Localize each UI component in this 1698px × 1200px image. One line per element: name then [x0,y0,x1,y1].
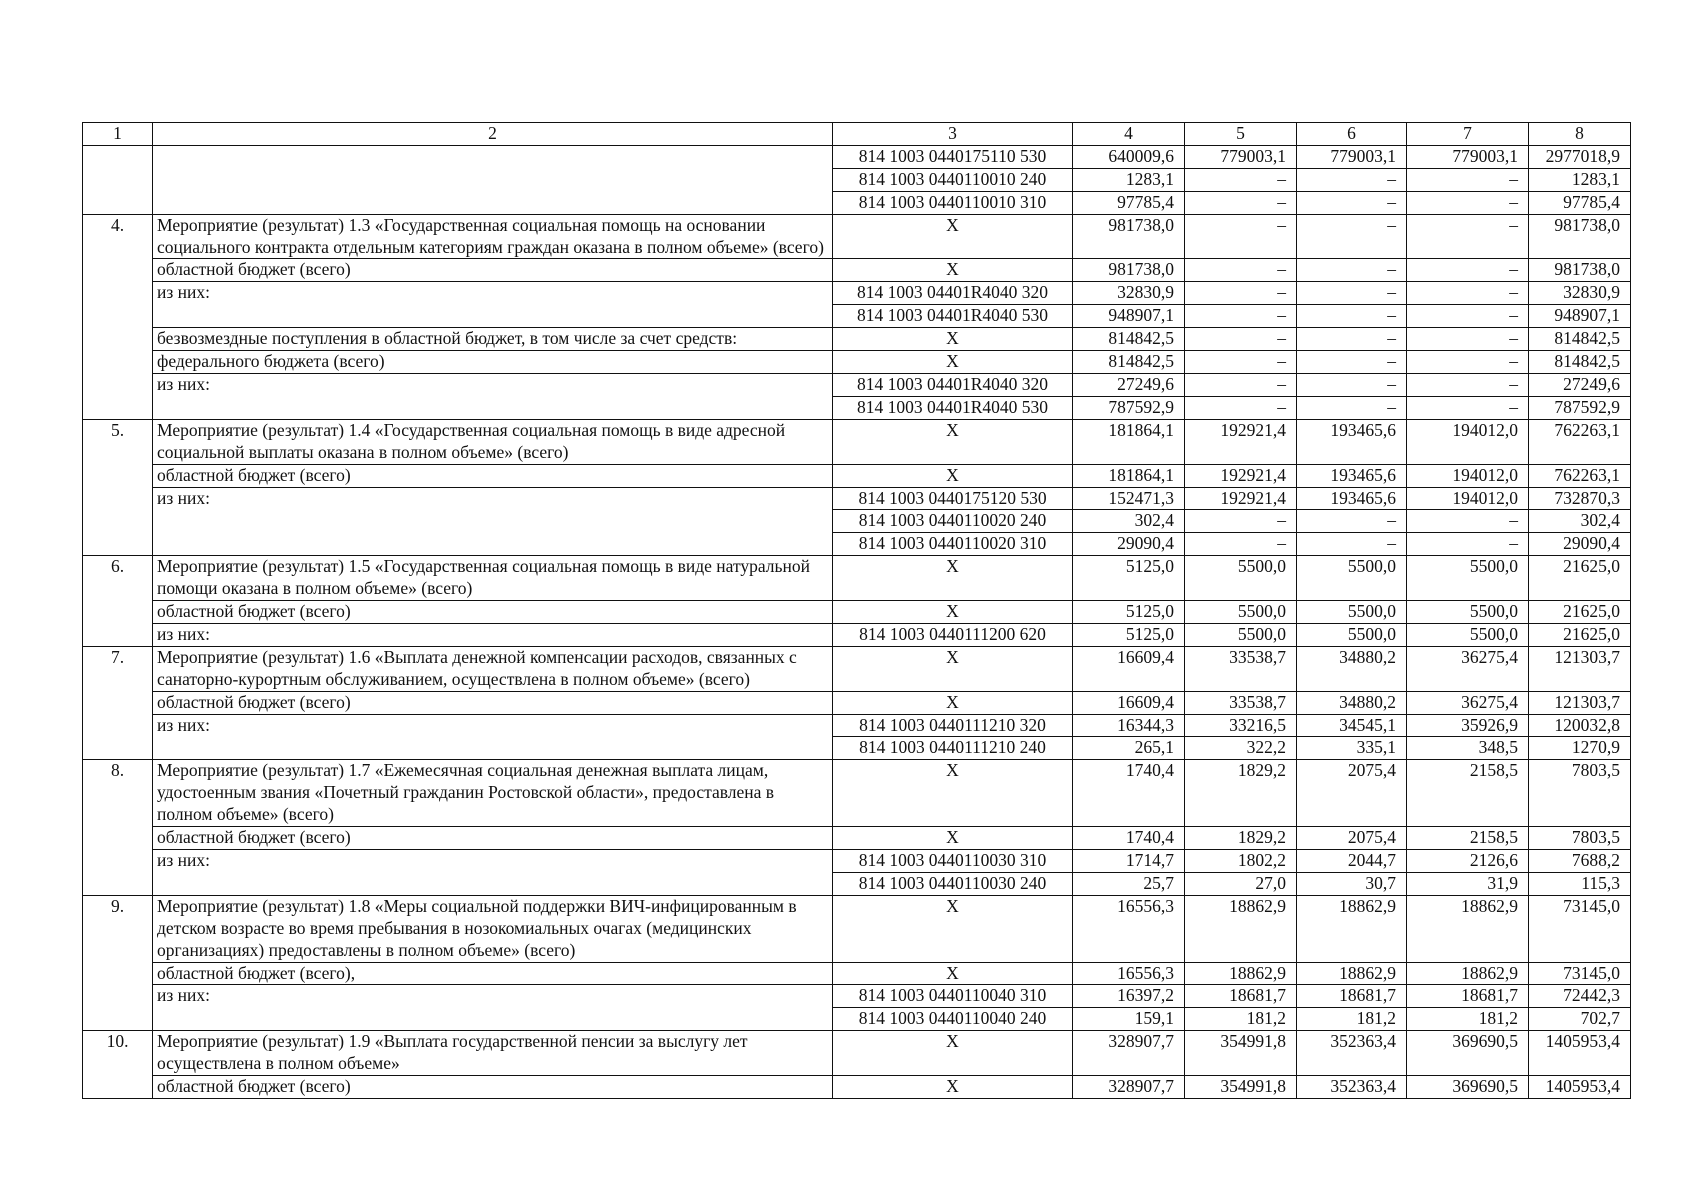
value-cell: 814842,5 [1529,328,1631,351]
row-number: 9. [83,895,153,1030]
value-cell: 18862,9 [1297,962,1407,985]
table-row [83,601,1631,624]
budget-code: 814 1003 0440110040 310 [833,985,1073,1008]
table-row [83,623,1631,646]
table-row [83,556,1631,601]
budget-code: 814 1003 0440175120 530 [833,487,1073,510]
value-cell: 814842,5 [1073,351,1185,374]
table-row [83,827,1631,850]
row-number [83,145,153,214]
value-cell: 181,2 [1185,1008,1297,1031]
value-cell: – [1407,328,1529,351]
value-cell: 29090,4 [1073,533,1185,556]
value-cell: 1740,4 [1073,827,1185,850]
value-cell: – [1297,305,1407,328]
table-row [83,646,1631,691]
value-cell: 762263,1 [1529,464,1631,487]
value-cell: 981738,0 [1529,214,1631,259]
value-cell: 25,7 [1073,872,1185,895]
value-cell: – [1185,305,1297,328]
value-cell: 2977018,9 [1529,145,1631,168]
value-cell: 27249,6 [1073,373,1185,396]
row-description: из них: [153,985,833,1031]
value-cell: 2075,4 [1297,827,1407,850]
value-cell: 814842,5 [1073,328,1185,351]
row-number: 8. [83,760,153,895]
row-description [153,145,833,214]
value-cell: 30,7 [1297,872,1407,895]
value-cell: – [1185,191,1297,214]
row-description: Мероприятие (результат) 1.5 «Государственная социальная помощь в виде натуральной помощи оказана в полном объеме» (всего) [153,556,833,601]
value-cell: – [1407,305,1529,328]
value-cell: – [1297,168,1407,191]
value-cell: 18862,9 [1185,962,1297,985]
value-cell: 348,5 [1407,737,1529,760]
value-cell: 981738,0 [1073,259,1185,282]
value-cell: 193465,6 [1297,464,1407,487]
row-description: областной бюджет (всего) [153,601,833,624]
value-cell: 352363,4 [1297,1076,1407,1099]
value-cell: 354991,8 [1185,1076,1297,1099]
value-cell: 121303,7 [1529,691,1631,714]
table-row [83,145,1631,168]
row-description: областной бюджет (всего) [153,464,833,487]
value-cell: 322,2 [1185,737,1297,760]
table-row [83,282,1631,305]
value-cell: – [1407,373,1529,396]
row-description: из них: [153,850,833,896]
value-cell: – [1297,282,1407,305]
table-row [83,1031,1631,1076]
value-cell: 31,9 [1407,872,1529,895]
value-cell: 2126,6 [1407,850,1529,873]
budget-code: 814 1003 0440110020 310 [833,533,1073,556]
budget-code: 814 1003 0440111210 240 [833,737,1073,760]
table-row [83,760,1631,827]
value-cell: 194012,0 [1407,464,1529,487]
value-cell: – [1297,191,1407,214]
header-cell: 3 [833,123,1073,146]
budget-code: X [833,760,1073,827]
value-cell: 97785,4 [1529,191,1631,214]
value-cell: 34880,2 [1297,646,1407,691]
value-cell: – [1297,259,1407,282]
header-cell: 1 [83,123,153,146]
budget-code: X [833,601,1073,624]
row-description: Мероприятие (результат) 1.4 «Государственная социальная помощь в виде адресной социальной выплаты оказана в полном объеме» (всего) [153,419,833,464]
row-description: из них: [153,487,833,556]
value-cell: – [1297,396,1407,419]
value-cell: 1283,1 [1073,168,1185,191]
value-cell: 34880,2 [1297,691,1407,714]
header-cell: 2 [153,123,833,146]
value-cell: – [1185,259,1297,282]
budget-code: X [833,1076,1073,1099]
value-cell: – [1407,396,1529,419]
value-cell: – [1185,328,1297,351]
value-cell: 27249,6 [1529,373,1631,396]
value-cell: 5500,0 [1297,623,1407,646]
value-cell: 1802,2 [1185,850,1297,873]
value-cell: 5500,0 [1297,556,1407,601]
budget-code: 814 1003 04401R4040 320 [833,282,1073,305]
row-number: 4. [83,214,153,419]
value-cell: 29090,4 [1529,533,1631,556]
value-cell: 779003,1 [1185,145,1297,168]
value-cell: – [1407,214,1529,259]
value-cell: 2075,4 [1297,760,1407,827]
value-cell: – [1407,351,1529,374]
table-row [83,214,1631,259]
table-row [83,419,1631,464]
value-cell: 16556,3 [1073,895,1185,962]
value-cell: 33538,7 [1185,646,1297,691]
value-cell: 981738,0 [1073,214,1185,259]
value-cell: 787592,9 [1073,396,1185,419]
value-cell: 194012,0 [1407,487,1529,510]
value-cell: 5125,0 [1073,556,1185,601]
row-number: 6. [83,556,153,647]
value-cell: 787592,9 [1529,396,1631,419]
value-cell: 702,7 [1529,1008,1631,1031]
value-cell: 18681,7 [1297,985,1407,1008]
value-cell: 640009,6 [1073,145,1185,168]
value-cell: 2158,5 [1407,827,1529,850]
value-cell: – [1185,510,1297,533]
row-description: из них: [153,714,833,760]
budget-code: 814 1003 0440175110 530 [833,145,1073,168]
value-cell: 18862,9 [1297,895,1407,962]
row-description: Мероприятие (результат) 1.3 «Государственная социальная помощь на основании социального контракта отдельным категориям граждан оказана в полном объеме» (всего) [153,214,833,259]
value-cell: 328907,7 [1073,1031,1185,1076]
budget-code: 814 1003 0440110030 240 [833,872,1073,895]
value-cell: 302,4 [1529,510,1631,533]
budget-code: X [833,214,1073,259]
value-cell: 36275,4 [1407,646,1529,691]
budget-code: X [833,1031,1073,1076]
value-cell: – [1407,282,1529,305]
budget-code: 814 1003 04401R4040 530 [833,305,1073,328]
value-cell: 5500,0 [1185,556,1297,601]
value-cell: 181864,1 [1073,464,1185,487]
budget-code: X [833,895,1073,962]
header-cell: 6 [1297,123,1407,146]
row-description: федерального бюджета (всего) [153,351,833,374]
value-cell: 34545,1 [1297,714,1407,737]
value-cell: 193465,6 [1297,419,1407,464]
value-cell: – [1407,168,1529,191]
budget-code: 814 1003 0440110030 310 [833,850,1073,873]
value-cell: 21625,0 [1529,556,1631,601]
table-row [83,985,1631,1008]
budget-code: X [833,646,1073,691]
value-cell: 1740,4 [1073,760,1185,827]
value-cell: 5125,0 [1073,623,1185,646]
value-cell: – [1297,533,1407,556]
table-row [83,259,1631,282]
value-cell: 35926,9 [1407,714,1529,737]
row-description: областной бюджет (всего) [153,1076,833,1099]
value-cell: 16609,4 [1073,691,1185,714]
value-cell: 5500,0 [1297,601,1407,624]
row-number: 5. [83,419,153,555]
budget-code: 814 1003 0440110010 240 [833,168,1073,191]
value-cell: 2158,5 [1407,760,1529,827]
budget-code: X [833,328,1073,351]
value-cell: 73145,0 [1529,962,1631,985]
value-cell: 192921,4 [1185,487,1297,510]
value-cell: – [1407,191,1529,214]
table-row [83,351,1631,374]
value-cell: 192921,4 [1185,464,1297,487]
value-cell: 16609,4 [1073,646,1185,691]
value-cell: 1829,2 [1185,827,1297,850]
value-cell: 194012,0 [1407,419,1529,464]
value-cell: – [1297,510,1407,533]
value-cell: 1283,1 [1529,168,1631,191]
value-cell: 18862,9 [1407,962,1529,985]
value-cell: 16397,2 [1073,985,1185,1008]
value-cell: 1405953,4 [1529,1076,1631,1099]
value-cell: 5500,0 [1407,556,1529,601]
value-cell: 73145,0 [1529,895,1631,962]
value-cell: 5500,0 [1407,601,1529,624]
value-cell: – [1185,373,1297,396]
header-row [83,123,1631,146]
value-cell: 181864,1 [1073,419,1185,464]
header-cell: 5 [1185,123,1297,146]
value-cell: 814842,5 [1529,351,1631,374]
value-cell: 1405953,4 [1529,1031,1631,1076]
budget-code: 814 1003 0440110020 240 [833,510,1073,533]
value-cell: 21625,0 [1529,623,1631,646]
budget-code: X [833,556,1073,601]
row-description: областной бюджет (всего) [153,691,833,714]
table-row [83,691,1631,714]
value-cell: – [1407,259,1529,282]
budget-code: X [833,827,1073,850]
budget-code: 814 1003 0440111210 320 [833,714,1073,737]
row-description: Мероприятие (результат) 1.8 «Меры социальной поддержки ВИЧ-инфицированным в детском возрасте во время пребывания в нозокомиальных очагах (медицинских организациях) предоставлены в полном объеме» (всего) [153,895,833,962]
budget-code: 814 1003 0440110010 310 [833,191,1073,214]
row-description: из них: [153,623,833,646]
value-cell: – [1407,533,1529,556]
value-cell: 18862,9 [1185,895,1297,962]
value-cell: 328907,7 [1073,1076,1185,1099]
value-cell: 732870,3 [1529,487,1631,510]
row-description: Мероприятие (результат) 1.6 «Выплата денежной компенсации расходов, связанных с санаторно-курортным обслуживанием, осуществлена в полном объеме» (всего) [153,646,833,691]
value-cell: – [1185,396,1297,419]
value-cell: 5500,0 [1185,601,1297,624]
value-cell: 7803,5 [1529,827,1631,850]
value-cell: 121303,7 [1529,646,1631,691]
table-row [83,714,1631,737]
value-cell: – [1185,282,1297,305]
row-description: областной бюджет (всего), [153,962,833,985]
value-cell: 302,4 [1073,510,1185,533]
value-cell: 181,2 [1297,1008,1407,1031]
value-cell: 352363,4 [1297,1031,1407,1076]
value-cell: 159,1 [1073,1008,1185,1031]
value-cell: 7688,2 [1529,850,1631,873]
value-cell: – [1407,510,1529,533]
value-cell: 779003,1 [1297,145,1407,168]
table-row [83,850,1631,873]
row-description: безвозмездные поступления в областной бюджет, в том числе за счет средств: [153,328,833,351]
value-cell: 369690,5 [1407,1031,1529,1076]
value-cell: – [1297,373,1407,396]
budget-code: 814 1003 0440111200 620 [833,623,1073,646]
budget-code: X [833,962,1073,985]
value-cell: 354991,8 [1185,1031,1297,1076]
table-body [83,123,1631,1099]
value-cell: 18681,7 [1185,985,1297,1008]
value-cell: 981738,0 [1529,259,1631,282]
value-cell: 1829,2 [1185,760,1297,827]
row-description: Мероприятие (результат) 1.9 «Выплата государственной пенсии за выслугу лет осуществлена в полном объеме» [153,1031,833,1076]
value-cell: 1714,7 [1073,850,1185,873]
value-cell: 1270,9 [1529,737,1631,760]
value-cell: 16556,3 [1073,962,1185,985]
value-cell: 18862,9 [1407,895,1529,962]
document-page [82,122,1630,1099]
table-row [83,328,1631,351]
value-cell: 32830,9 [1529,282,1631,305]
value-cell: 948907,1 [1073,305,1185,328]
value-cell: 33216,5 [1185,714,1297,737]
value-cell: – [1297,214,1407,259]
budget-code: X [833,691,1073,714]
value-cell: 779003,1 [1407,145,1529,168]
header-cell: 8 [1529,123,1631,146]
row-description: Мероприятие (результат) 1.7 «Ежемесячная социальная денежная выплата лицам, удостоенным звания «Почетный гражданин Ростовской области», предоставлена в полном объеме» (всего) [153,760,833,827]
value-cell: 181,2 [1407,1008,1529,1031]
value-cell: 762263,1 [1529,419,1631,464]
value-cell: 32830,9 [1073,282,1185,305]
budget-code: 814 1003 0440110040 240 [833,1008,1073,1031]
value-cell: 192921,4 [1185,419,1297,464]
header-cell: 4 [1073,123,1185,146]
value-cell: 7803,5 [1529,760,1631,827]
budget-code: X [833,464,1073,487]
value-cell: 5500,0 [1407,623,1529,646]
value-cell: 5125,0 [1073,601,1185,624]
budget-table [82,122,1631,1099]
value-cell: – [1297,328,1407,351]
row-description: из них: [153,373,833,419]
value-cell: 36275,4 [1407,691,1529,714]
value-cell: – [1185,351,1297,374]
value-cell: 21625,0 [1529,601,1631,624]
row-number: 10. [83,1031,153,1099]
value-cell: 115,3 [1529,872,1631,895]
value-cell: – [1185,214,1297,259]
budget-code: X [833,259,1073,282]
table-row [83,1076,1631,1099]
value-cell: 5500,0 [1185,623,1297,646]
value-cell: 72442,3 [1529,985,1631,1008]
budget-code: X [833,419,1073,464]
value-cell: 2044,7 [1297,850,1407,873]
value-cell: 369690,5 [1407,1076,1529,1099]
value-cell: 152471,3 [1073,487,1185,510]
row-description: областной бюджет (всего) [153,827,833,850]
value-cell: 16344,3 [1073,714,1185,737]
table-row [83,487,1631,510]
budget-code: X [833,351,1073,374]
value-cell: 120032,8 [1529,714,1631,737]
value-cell: – [1297,351,1407,374]
table-row [83,373,1631,396]
budget-code: 814 1003 04401R4040 530 [833,396,1073,419]
row-number: 7. [83,646,153,760]
table-row [83,895,1631,962]
table-row [83,962,1631,985]
value-cell: 18681,7 [1407,985,1529,1008]
row-description: областной бюджет (всего) [153,259,833,282]
value-cell: 335,1 [1297,737,1407,760]
value-cell: 193465,6 [1297,487,1407,510]
value-cell: – [1185,533,1297,556]
row-description: из них: [153,282,833,328]
value-cell: 97785,4 [1073,191,1185,214]
value-cell: 948907,1 [1529,305,1631,328]
value-cell: 27,0 [1185,872,1297,895]
header-cell: 7 [1407,123,1529,146]
value-cell: 33538,7 [1185,691,1297,714]
value-cell: 265,1 [1073,737,1185,760]
budget-code: 814 1003 04401R4040 320 [833,373,1073,396]
value-cell: – [1185,168,1297,191]
table-row [83,464,1631,487]
